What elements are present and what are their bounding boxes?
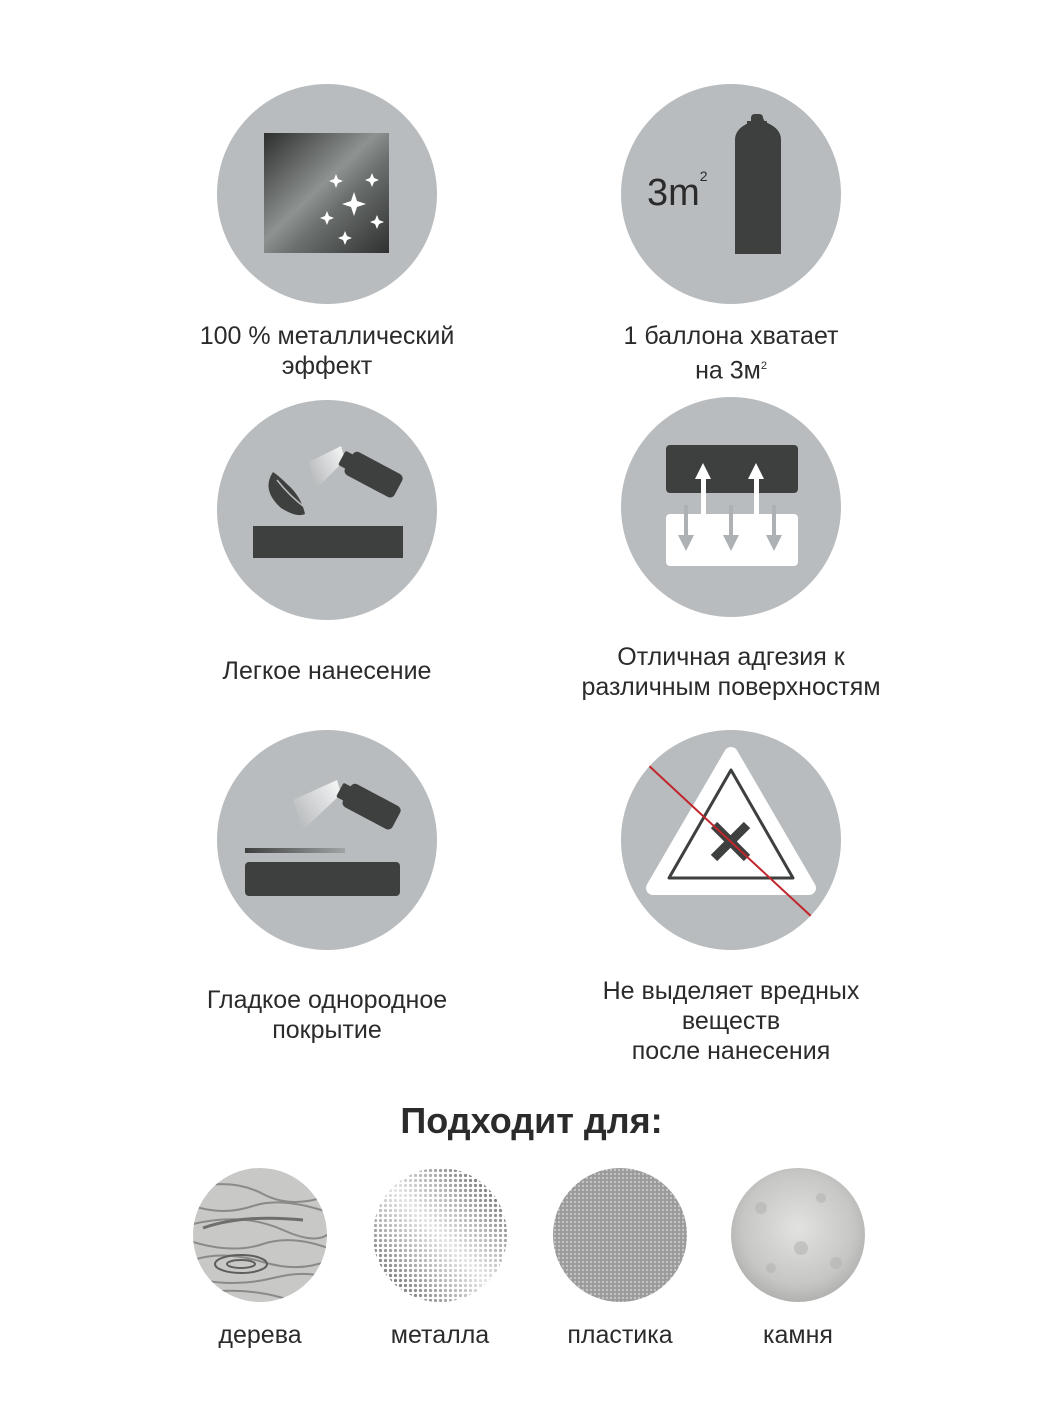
smooth-coating-icon [217, 730, 437, 950]
adhesion-icon [621, 397, 841, 617]
plastic-texture-icon [553, 1168, 687, 1302]
material-label: металла [390, 1321, 490, 1349]
suitable-heading: Подходит для: [400, 1100, 663, 1141]
no-hazard-icon [621, 730, 841, 950]
feature-caption: Отличная адгезия к различным поверхностям [581, 643, 881, 701]
feature-caption: 100 % металлический эффект [199, 322, 455, 380]
metallic-sparkle-icon [217, 84, 437, 304]
easy-application-icon [217, 400, 437, 620]
spray-can-coverage-icon [621, 84, 841, 304]
stone-texture-icon [731, 1168, 865, 1302]
metal-texture-icon [373, 1168, 507, 1302]
wood-texture-icon [193, 1168, 327, 1302]
coverage-icon-label: $3m^2$ [647, 168, 708, 214]
feature-caption: Гладкое однородное покрытие [206, 986, 448, 1044]
material-label: пластика [567, 1321, 673, 1349]
material-label: дерева [218, 1321, 302, 1349]
material-label: камня [763, 1321, 833, 1349]
feature-caption: Не выделяет вредных веществ после нанесения [602, 977, 860, 1065]
feature-caption: 1 баллона хватает на $3м^2$ [623, 322, 839, 385]
feature-caption: Легкое нанесение [222, 657, 432, 685]
